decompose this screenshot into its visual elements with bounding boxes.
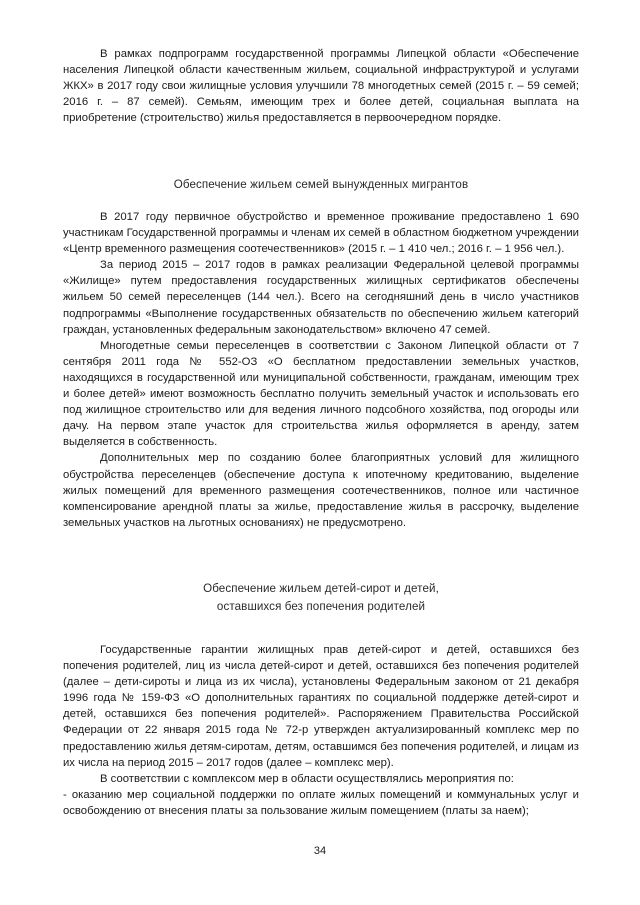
paragraph: Многодетные семьи переселенцев в соответствии с Законом Липецкой области от 7 сентября 2011 года № 552-ОЗ «О бесплатном предоставлении земельных участков, находящихся в государственной или муниципальной собственности, гражданам, имеющим трех и более детей» имеют возможность бесплатно получить земельный участок и использовать его под жилищное строительство или для ведения личного подсобного хозяйства, под огороды или дачу. На первом этапе участок для строительства жилья оформляется в аренду, затем выделяется в собственность. bbox=[63, 339, 579, 449]
paragraph: Государственные гарантии жилищных прав детей-сирот и детей, оставшихся без попечения родителей, лиц из числа детей-сирот и детей, оставшихся без попечения родителей (далее – дети-сироты и лица из их числа), установлены Федеральным законом от 21 декабря 1996 года № 159-ФЗ «О дополнительных гарантиях по социальной поддержке детей-сирот и детей, оставшихся без попечения родителей». Распоряжением Правительства Российской Федерации от 22 января 2015 года № 72-р утвержден актуализированный комплекс мер по предоставлению жилья детям-сиротам, детям, оставшимся без попечения родителей, и лицам из их числа на период 2015 – 2017 годов (далее – комплекс мер). bbox=[63, 644, 579, 769]
section-heading-line2: оставшихся без попечения родителей bbox=[216, 600, 426, 613]
section-heading: Обеспечение жильем детей-сирот и детей, bbox=[203, 582, 439, 595]
paragraph: За период 2015 – 2017 годов в рамках реализации Федеральной целевой программы «Жилище» путем предоставления государственных жилищных сертификатов обеспечены жильем 50 семей переселенцев (144 чел.). Всего на сегодняшний день в число участников подпрограммы «Выполнение государственных обязательств по обеспечению жильем категорий граждан, установленных федеральным законодательством» включено 47 семей. bbox=[63, 259, 579, 336]
section-body bbox=[63, 642, 579, 819]
page-number: 34 bbox=[313, 845, 327, 857]
paragraph: В соответствии с комплексом мер в области осуществлялись мероприятия по: bbox=[100, 772, 514, 785]
list-item: - оказанию мер социальной поддержки по оплате жилых помещений и коммунальных услуг и освобождению от внесения платы за пользование жилым помещением (платы за наем); bbox=[63, 788, 579, 817]
intro-section bbox=[63, 46, 579, 126]
section-body bbox=[63, 209, 579, 531]
paragraph: В 2017 году первичное обустройство и временное проживание предоставлено 1 690 участникам Государственной программы и членам их семей в областном бюджетном учреждении «Центр временного размещения соотечественников» (2015 г. – 1 410 чел.; 2016 г. – 1 956 чел.). bbox=[63, 211, 579, 256]
paragraph: Дополнительных мер по созданию более благоприятных условий для жилищного обустройства переселенцев (обеспечение доступа к ипотечному кредитованию, выделение жилых помещений для временного размещения соотечественников, полное или частичное компенсирование арендной платы за жилье, предоставление жилья в рассрочку, выделение земельных участков на льготных основаниях) не предусмотрено. bbox=[63, 452, 579, 529]
paragraph: В рамках подпрограмм государственной программы Липецкой области «Обеспечение населения Липецкой области качественным жильем, социальной инфраструктурой и услугами ЖКХ» в 2017 году свои жилищные условия улучшили 78 многодетных семей (2015 г. – 59 семей; 2016 г. – 87 семей). Семьям, имеющим трех и более детей, социальная выплата на приобретение (строительство) жилья предоставляется в первоочередном порядке. bbox=[63, 48, 579, 125]
section-heading: Обеспечение жильем семей вынужденных мигрантов bbox=[173, 178, 469, 191]
